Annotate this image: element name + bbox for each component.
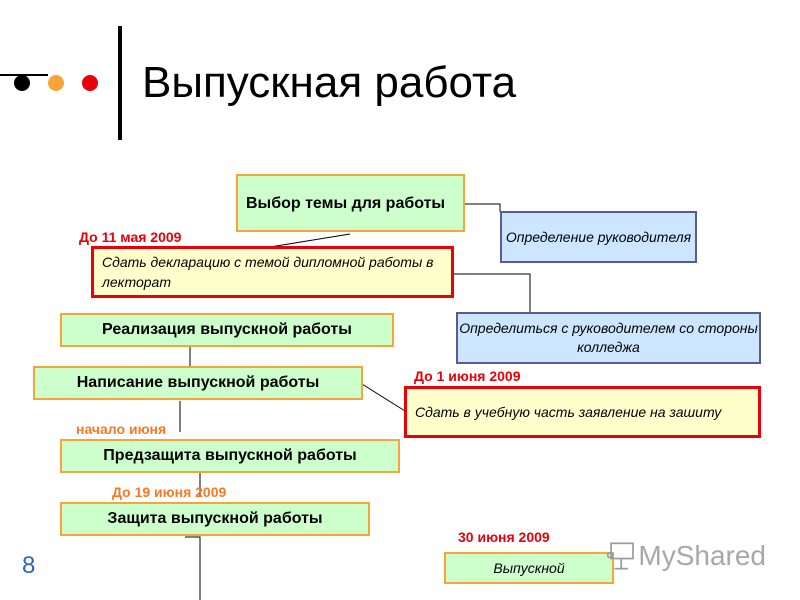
graduation-text: Выпускной — [493, 560, 565, 576]
deadline-june-30: 30 июня 2009 — [458, 529, 550, 545]
submit-declaration-text: Сдать декларацию с темой дипломной работы в лекторат — [102, 254, 434, 290]
implementation-box — [60, 313, 394, 347]
deadline-june-19: До 19 июня 2009 — [112, 484, 227, 500]
writing-box — [33, 366, 363, 400]
submit-application-text: Сдать в учебную часть заявление на зашиту — [415, 404, 722, 420]
pre-defense-text: Предзащита выпускной работы — [103, 447, 357, 464]
supervisor-definition-box — [500, 211, 697, 263]
college-supervisor-text: Определиться с руководителем со стороны колледжа — [459, 320, 758, 355]
slide-number: 8 — [22, 552, 36, 579]
pre-defense-box — [60, 439, 400, 473]
defense-text: Защита выпускной работы — [107, 510, 323, 527]
supervisor-definition-text: Определение руководителя — [505, 228, 692, 245]
implementation-text: Реализация выпускной работы — [102, 321, 352, 338]
presentation-icon — [606, 539, 636, 573]
topic-choice-text: Выбор темы для работы — [246, 194, 446, 212]
graduation-box — [444, 552, 614, 584]
submit-declaration-box — [91, 246, 454, 298]
deadline-may-11: До 11 мая 2009 — [79, 229, 182, 245]
deadline-early-june: начало июня — [76, 421, 167, 437]
watermark-logo — [606, 538, 766, 574]
topic-choice-box — [236, 174, 465, 232]
watermark-text: MyShared — [638, 540, 766, 571]
defense-box — [60, 502, 370, 536]
page-title: Выпускная работа — [142, 58, 517, 107]
submit-application-box — [404, 386, 761, 438]
college-supervisor-box — [456, 312, 761, 364]
writing-text: Написание выпускной работы — [76, 374, 320, 391]
deadline-june-1: До 1 июня 2009 — [414, 368, 521, 384]
